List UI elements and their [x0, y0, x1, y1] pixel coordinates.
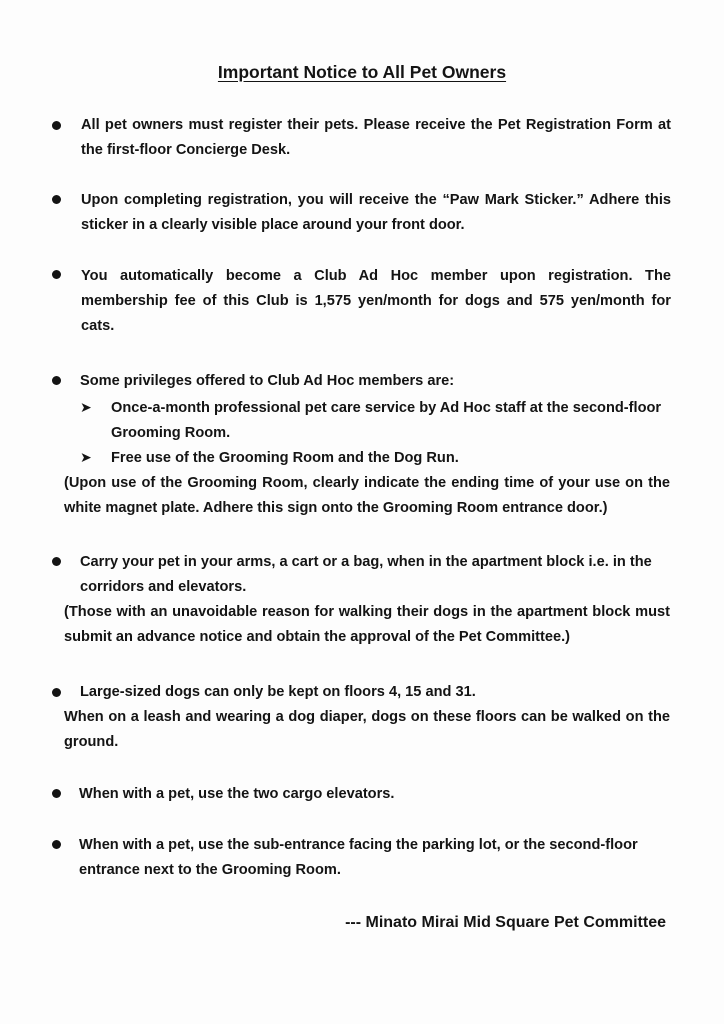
bullet-icon	[52, 121, 61, 130]
notice-item-5: Carry your pet in your arms, a cart or a bag, when in the apartment block i.e. in the corridors and elevators.	[80, 554, 652, 595]
bullet-icon	[52, 840, 61, 849]
notice-item-7: When with a pet, use the two cargo elevators.	[79, 786, 395, 802]
privilege-item-2: Free use of the Grooming Room and the Dog Run.	[111, 450, 459, 466]
notice-item-8: When with a pet, use the sub-entrance facing the parking lot, or the second-floor entrance next to the Grooming Room.	[79, 837, 638, 878]
bullet-icon	[52, 270, 61, 279]
arrow-bullet-icon: ➤	[80, 449, 92, 465]
bullet-icon	[52, 376, 61, 385]
leash-note: When on a leash and wearing a dog diaper, dogs on these floors can be walked on the ground.	[64, 709, 670, 750]
signature: --- Minato Mirai Mid Square Pet Committee	[345, 914, 666, 931]
notice-item-3: You automatically become a Club Ad Hoc member upon registration. The membership fee of this Club is 1,575 yen/month for dogs and 575 yen/month for cats.	[81, 268, 671, 334]
notice-item-4: Some privileges offered to Club Ad Hoc members are:	[80, 373, 455, 389]
notice-item-2: Upon completing registration, you will receive the “Paw Mark Sticker.” Adhere this sticker in a clearly visible place around your front door.	[81, 192, 671, 233]
walking-approval-note: (Those with an unavoidable reason for walking their dogs in the apartment block must submit an advance notice and obtain the approval of the Pet Committee.)	[64, 604, 670, 645]
page-title: Important Notice to All Pet Owners	[217, 62, 507, 82]
bullet-icon	[52, 789, 61, 798]
grooming-room-note: (Upon use of the Grooming Room, clearly indicate the ending time of your use on the white magnet plate. Adhere this sign onto the Grooming Room entrance door.)	[64, 475, 670, 516]
arrow-bullet-icon: ➤	[80, 399, 92, 415]
bullet-icon	[52, 557, 61, 566]
notice-item-1: All pet owners must register their pets. Please receive the Pet Registration Form at the first-floor Concierge Desk.	[81, 117, 671, 158]
bullet-icon	[52, 195, 61, 204]
notice-item-6: Large-sized dogs can only be kept on floors 4, 15 and 31.	[80, 684, 476, 700]
privilege-item-1: Once-a-month professional pet care service by Ad Hoc staff at the second-floor Grooming Room.	[111, 400, 662, 441]
bullet-icon	[52, 688, 61, 697]
